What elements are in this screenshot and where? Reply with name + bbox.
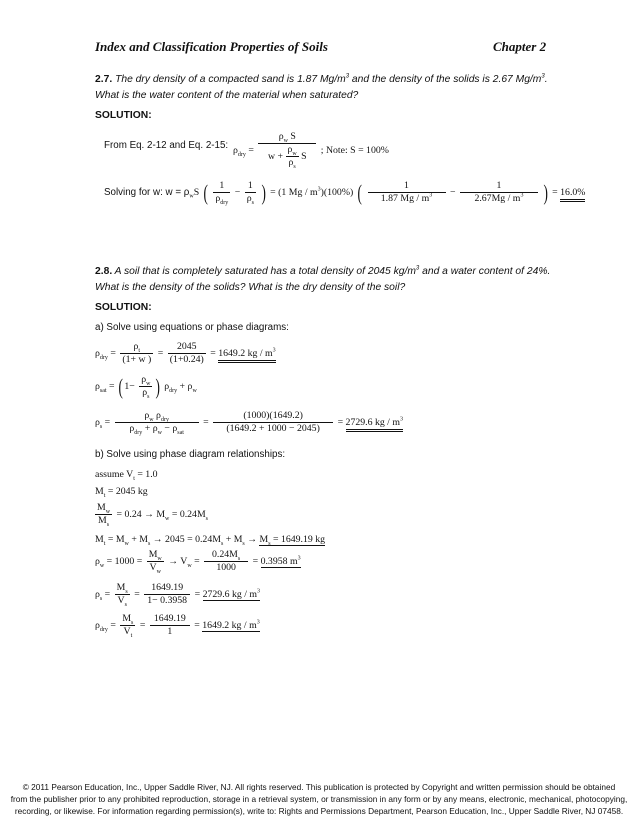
problem-text: and the density of the solids is 2.67 Mg/m <box>349 74 542 85</box>
footer-line: © 2011 Pearson Education, Inc., Upper Saddle River, NJ. All rights reserved. This publication is protected by Copyright and written permission should be obtained <box>22 782 616 792</box>
problem-text: The dry density of a compacted sand is 1.87 Mg/m <box>115 74 346 85</box>
problem-2-8-statement <box>95 264 555 296</box>
problem-number: 2.8. <box>95 266 113 277</box>
equation-a3: $\rho_s$ = $\frac{\rho_w \rho_{dry}}{\rho_{dry} + \rho_w - \rho_{sat}}$ = $\frac{(1000)(1649.2)}{(1649.2 + 1000 - 2045)}$ = 2729.6 kg / $m^3$ <box>95 410 403 436</box>
equation-b3: $\frac{M_w}{M_s}$ = $0.24 \to M_w = 0.24M_s$ <box>97 502 209 528</box>
problem-text: . What is the water content of the material when saturated? <box>95 74 548 101</box>
footer-line: from the publisher prior to any prohibited reproduction, storage in a retrieval system, or transmission in any form or by any means, electronic, mechanical, photocopying, <box>10 794 628 804</box>
part-b-label: b) Solve using phase diagram relationships: <box>95 449 286 460</box>
equation-b6: $\rho_s$ = $\frac{M_s}{V_s}$ = $\frac{1649.19}{1- 0.3958}$ = 2729.6 kg / $m^3$ <box>95 582 261 608</box>
equation-b2: $M_t = 2045$ kg <box>95 486 148 499</box>
eq-intro: From Eq. 2-12 and Eq. 2-15: <box>104 140 229 151</box>
problem-text: A soil that is completely saturated has a total density of 2045 kg/m <box>114 266 416 277</box>
header-chapter: Chapter 2 <box>493 39 547 54</box>
solution-label: SOLUTION: <box>95 302 152 313</box>
equation-a1: $\rho_{dry}$ = $\frac{\rho_t}{(1+ w )}$ = $\frac{2045}{(1+0.24)}$ = 1649.2 kg / $m^3$ <box>95 341 276 365</box>
part-a-label: a) Solve using equations or phase diagrams: <box>95 322 289 333</box>
result-water-content: 16.0% <box>560 187 585 202</box>
header-title: Index and Classification Properties of Soils <box>95 39 328 54</box>
equation-b5: $\rho_w = 1000$ = $\frac{M_w}{V_w}$ → $V_w$ = $\frac{0.24M_s}{1000}$ = 0.3958 $m^3$ <box>95 549 301 575</box>
problem-number: 2.7. <box>95 74 113 85</box>
problem-2-7-statement <box>95 72 555 104</box>
equation-water-content: Solving for w: $w = \rho_wS$ ( $\frac{1}{\rho_{dry}}$ − $\frac{1}{\rho_s}$ ) = (1 Mg / $m^3)(100\%)$ ( $\frac{1}{1.87 Mg / m^3}$ − $\frac{1}{2.67Mg / m^3}$ ) = 16.0% <box>104 179 586 206</box>
copyright-footer <box>0 781 638 817</box>
footer-line: recording, or likewise. For information regarding permission(s), write to: Rights and Permissions Department, Pearson Education, Inc., Upper Saddle River, NJ 07458. <box>14 806 624 816</box>
problem-text: and a water content of 24%. What is the density of the solids? What is the dry density of the soil? <box>95 266 551 293</box>
solution-label: SOLUTION: <box>95 110 152 121</box>
equation-b7: $\rho_{dry}$ = $\frac{M_s}{V_t}$ = $\frac{1649.19}{1}$ = 1649.2 kg / $m^3$ <box>95 613 260 639</box>
equation-b4: $M_t = M_w + M_s \to 2045 = 0.24M_s + M_s \to M_s = 1649.19$ kg <box>95 534 326 547</box>
equation-dry-density: $\rho_{dry}$ = $\rho_w$ S w + $\frac{\rho_w}{\rho_s}$ S ; Note: S = 100% <box>233 131 389 170</box>
superscript: 3 <box>345 73 350 80</box>
equation-b1: assume $V_t = 1.0$ <box>95 469 158 482</box>
superscript: 3 <box>415 265 420 272</box>
superscript: 3 <box>541 73 545 80</box>
equation-a2: $\rho_{sat} = (1-$ $\frac{\rho_w}{\rho_s}$ ) $\rho_{dry} + \rho_w$ <box>95 373 197 400</box>
